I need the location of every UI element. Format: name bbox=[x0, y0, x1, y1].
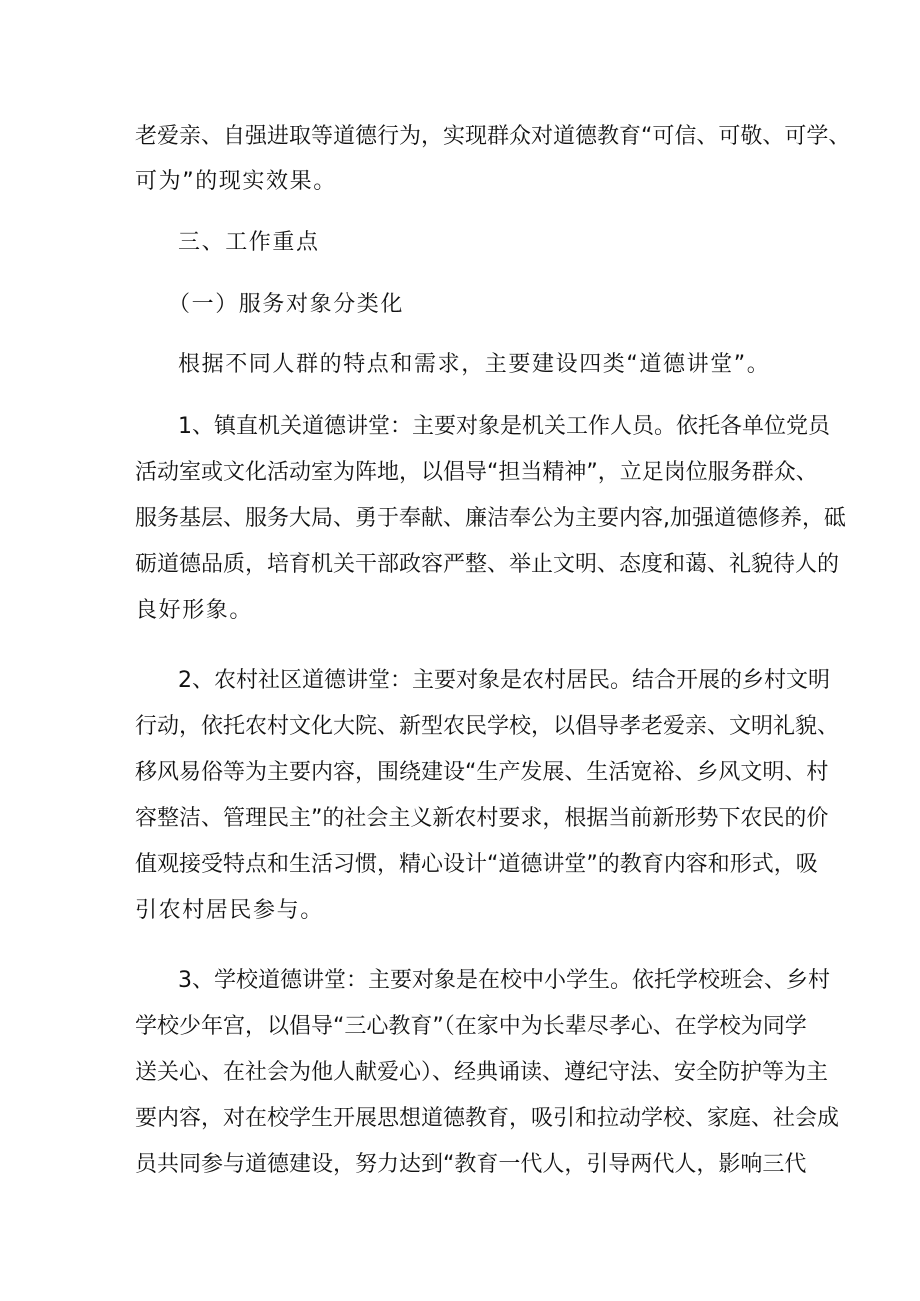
item-1-line: 良好形象。 bbox=[135, 598, 254, 623]
paragraph-line: 老爱亲、自强进取等道德行为，实现群众对道德教育“可信、可敬、可学、 bbox=[135, 124, 851, 149]
item-3-line: 3、学校道德讲堂：主要对象是在校中小学生。依托学校班会、乡村 bbox=[178, 968, 830, 993]
section-heading: 三、工作重点 bbox=[178, 230, 320, 255]
item-1-line: 砺道德品质，培育机关干部政容严整、举止文明、态度和蔼、礼貌待人的 bbox=[135, 552, 840, 577]
item-3-line: 学校少年宫，以倡导“三心教育”（在家中为长辈尽孝心、在学校为同学 bbox=[135, 1014, 807, 1039]
item-3-line: 送关心、在社会为他人献爱心）、经典诵读、遵纪守法、安全防护等为主 bbox=[135, 1060, 829, 1085]
item-1-line: 1、镇直机关道德讲堂：主要对象是机关工作人员。依托各单位党员 bbox=[178, 414, 830, 439]
paragraph-line: 可为”的现实效果。 bbox=[135, 169, 337, 194]
item-2-line: 容整洁、管理民主”的社会主义新农村要求，根据当前新形势下农民的价 bbox=[135, 806, 829, 831]
item-2-line: 行动，依托农村文化大院、新型农民学校，以倡导孝老爱亲、文明礼貌、 bbox=[135, 714, 840, 739]
intro-line: 根据不同人群的特点和需求，主要建设四类“道德讲堂”。 bbox=[178, 352, 771, 377]
item-3-line: 要内容，对在校学生开展思想道德教育，吸引和拉动学校、家庭、社会成 bbox=[135, 1106, 840, 1131]
item-2-line: 引农村居民参与。 bbox=[135, 898, 324, 923]
item-2-line: 2、农村社区道德讲堂：主要对象是农村居民。结合开展的乡村文明 bbox=[178, 668, 830, 693]
item-2-line: 移风易俗等为主要内容，围绕建设“生产发展、生活宽裕、乡风文明、村 bbox=[135, 760, 829, 785]
item-2-line: 值观接受特点和生活习惯，精心设计“道德讲堂”的教育内容和形式，吸 bbox=[135, 852, 818, 877]
item-3-line: 员共同参与道德建设，努力达到“教育一代人，引导两代人，影响三代 bbox=[135, 1152, 807, 1177]
item-1-line: 服务基层、服务大局、勇于奉献、廉洁奉公为主要内容,加强道德修养，砥 bbox=[135, 506, 846, 531]
subsection-heading: （一）服务对象分类化 bbox=[168, 292, 405, 317]
item-1-line: 活动室或文化活动室为阵地，以倡导“担当精神”，立足岗位服务群众、 bbox=[135, 460, 818, 485]
